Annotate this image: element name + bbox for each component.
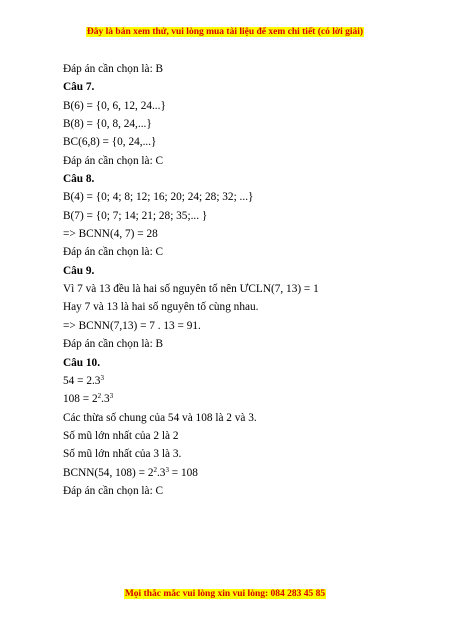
text-line: Vì 7 và 13 đều là hai số nguyên tố nên ƯCLN(7, 13) = 1 — [63, 283, 319, 296]
text-line: Số mũ lớn nhất của 3 là 3. — [63, 448, 182, 461]
exponent: 3 — [100, 373, 104, 382]
answer-line: Đáp án cần chọn là: C — [63, 484, 164, 497]
question-heading-9: Câu 9. — [63, 264, 95, 277]
preview-notice-text: Đây là bản xem thử, vui lòng mua tài liệu để xem chi tiết (có lời giải) — [86, 27, 364, 37]
equation-text: = 108 — [168, 466, 198, 479]
equation-text: 54 = 2.3 — [63, 374, 101, 387]
text-line: => BCNN(7,13) = 7 . 13 = 91. — [63, 319, 201, 332]
text-line: B(6) = {0, 6, 12, 24...} — [63, 99, 166, 112]
question-heading-8: Câu 8. — [63, 173, 95, 186]
document-body — [63, 60, 393, 500]
text-line: Số mũ lớn nhất của 2 là 2 — [63, 429, 179, 442]
text-line: Các thừa số chung của 54 và 108 là 2 và 3. — [63, 411, 257, 424]
answer-line: Đáp án cần chọn là: C — [63, 246, 164, 259]
text-line: => BCNN(4, 7) = 28 — [63, 228, 158, 241]
text-line: B(4) = {0; 4; 8; 12; 16; 20; 24; 28; 32; ...} — [63, 191, 254, 204]
equation-line — [63, 464, 393, 482]
text-line: B(8) = {0, 8, 24,...} — [63, 118, 152, 131]
exponent: 2 — [153, 465, 157, 474]
question-heading-7: Câu 7. — [63, 81, 95, 94]
answer-line: Đáp án cần chọn là: B — [63, 63, 164, 75]
equation-text: 108 = 2 — [63, 393, 98, 406]
equation-line — [63, 390, 393, 408]
answer-line: Đáp án cần chọn là: B — [63, 338, 164, 351]
equation-text: .3 — [156, 466, 166, 479]
question-heading-10: Câu 10. — [63, 356, 101, 369]
contact-notice-footer — [0, 589, 450, 599]
exponent: 2 — [97, 392, 102, 401]
text-line: BC(6,8) = {0, 24,...} — [63, 136, 157, 149]
preview-notice-header — [0, 27, 450, 37]
exponent: 3 — [109, 392, 114, 401]
text-line: B(7) = {0; 7; 14; 21; 28; 35;... } — [63, 209, 208, 222]
equation-text: .3 — [101, 393, 110, 406]
contact-notice-text: Mọi thắc mắc vui lòng xin vui lòng: 084 283 45 85 — [124, 589, 326, 599]
equation-line — [63, 372, 393, 390]
equation-text: BCNN(54, 108) = 2 — [63, 466, 154, 479]
text-line: Hay 7 và 13 là hai số nguyên tố cùng nhau. — [63, 301, 259, 314]
exponent: 3 — [165, 465, 169, 474]
answer-line: Đáp án cần chọn là: C — [63, 154, 164, 167]
